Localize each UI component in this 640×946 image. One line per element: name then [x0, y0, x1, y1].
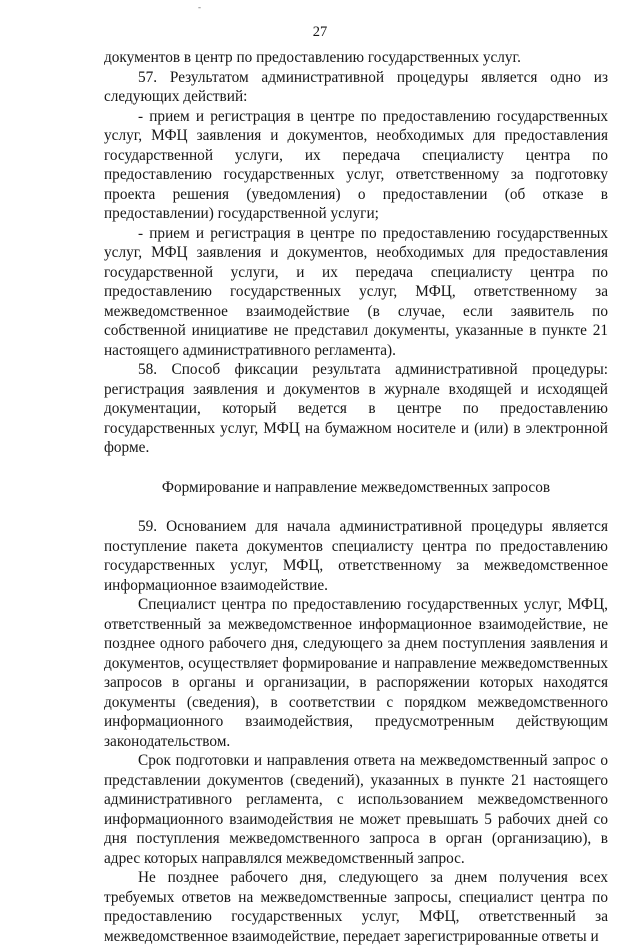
list-item-2: - прием и регистрация в центре по предоставлению государственных услуг, МФЦ заявления и документов, необходимых для предоставления государственной услуги, и их передача специалисту центра по предоставлению государственных услуг, МФЦ, ответственному за межведомственное взаимодействие (в случае, если заявитель по собственной инициативе не представил документы, указанные в пункте 21 настоящего административного регламента). — [104, 224, 608, 359]
paragraph-no-later: Не позднее рабочего дня, следующего за днем получения всех требуемых ответов на межведомственные запросы, специалист центра по предоставлению государственных услуг, МФЦ, ответственный за межведомственное взаимодействие, передает зарегистрированные ответы и — [104, 869, 608, 945]
paragraph-continuation: документов в центр по предоставлению государственных услуг. — [104, 49, 521, 66]
scan-mark: - — [198, 2, 201, 12]
paragraph-deadline: Срок подготовки и направления ответа на межведомственный запрос о представлении документов (сведений), указанных в пункте 21 настоящего административного регламента, с использованием межведомственного информационного взаимодействия не может превышать 5 рабочих дней со дня поступления межведомственного запроса в орган (организацию), в адрес которых направлялся межведомственный запрос. — [104, 752, 608, 867]
document-body — [104, 48, 608, 946]
page-number: 27 — [312, 24, 328, 40]
list-item-1: - прием и регистрация в центре по предоставлению государственных услуг, МФЦ заявления и документов, необходимых для предоставления государственной услуги, их передача специалисту центра по предоставлению государственных услуг, ответственному за подготовку проекта решения (уведомления) о предоставлении (об отказе в предоставлении) государственной услуги; — [104, 107, 608, 222]
paragraph-57: 57. Результатом административной процедуры является одно из следующих действий: — [104, 68, 608, 105]
paragraph-59: 59. Основанием для начала административной процедуры является поступление пакета документов специалисту центра по предоставлению государственных услуг, МФЦ, ответственному за межведомственное информационное взаимодействие. — [104, 518, 608, 594]
section-heading: Формирование и направление межведомственных запросов — [161, 478, 551, 496]
paragraph-58: 58. Способ фиксации результата административной процедуры: регистрация заявления и документов в журнале входящей и исходящей документации, который ведется в центре по предоставлению государственных услуг, МФЦ на бумажном носителе и (или) в электронной форме. — [104, 361, 608, 456]
paragraph-specialist: Специалист центра по предоставлению государственных услуг, МФЦ, ответственный за межведомственное информационное взаимодействие, не позднее одного рабочего дня, следующего за днем поступления заявления и документов, осуществляет формирование и направление межведомственных запросов в органы и организации, в распоряжении которых находятся документы (сведения), в соответствии с порядком межведомственного информационного взаимодействия, предусмотренным действующим законодательством. — [104, 596, 608, 750]
